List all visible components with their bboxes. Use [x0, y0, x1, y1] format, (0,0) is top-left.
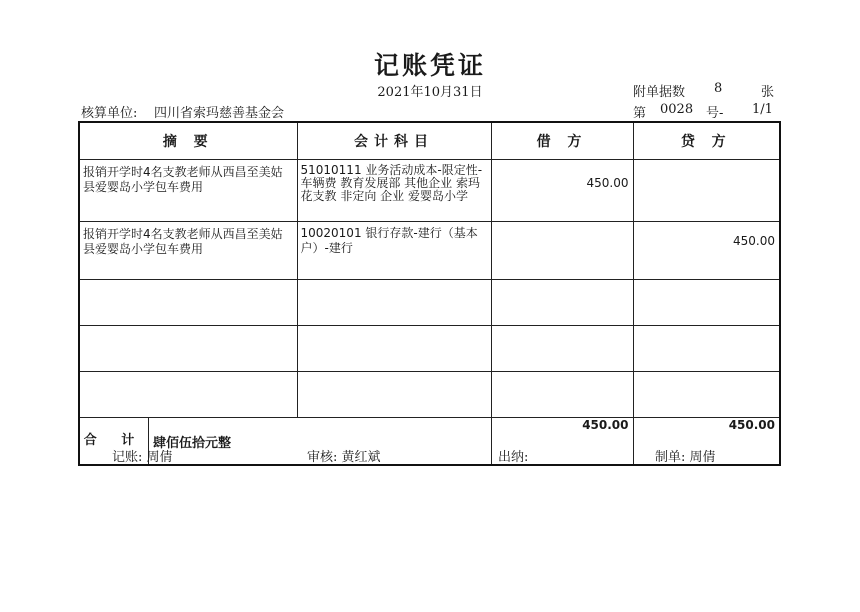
total-in-words: 肆佰伍拾元整 [153, 435, 232, 451]
table-row [79, 160, 780, 222]
row-credit [633, 326, 780, 372]
preparer-signature: 制单: 周倩 [655, 450, 716, 465]
header-debit: 借 方 [491, 122, 633, 160]
row-debit [491, 280, 633, 326]
table-row [79, 280, 780, 326]
row-account: 51010111 业务活动成本-限定性-车辆费 教育发展部 其他企业 索玛花支教 非定向 企业 爱婴岛小学 [297, 160, 491, 222]
row-summary [79, 326, 297, 372]
table-row [79, 326, 780, 372]
attachments-unit: 张 [761, 85, 775, 100]
row-account [297, 372, 491, 418]
total-label: 合 计 [80, 418, 149, 464]
unit-value: 四川省索玛慈善基金会 [154, 106, 285, 121]
header-account: 会计科目 [297, 122, 491, 160]
table-row [79, 222, 780, 280]
cashier-signature: 出纳: [498, 450, 529, 465]
row-credit: 450.00 [633, 222, 780, 280]
row-account [297, 280, 491, 326]
row-summary: 报销开学时4名支教老师从西昌至美姑县爱婴岛小学包车费用 [79, 160, 297, 222]
voucher-table [78, 121, 781, 466]
page-count: 1/1 [752, 102, 773, 117]
bookkeeper-signature: 记账: 周倩 [112, 450, 173, 465]
row-debit [491, 372, 633, 418]
header-summary: 摘 要 [79, 122, 297, 160]
voucher-no: 0028 [660, 102, 694, 117]
row-summary [79, 280, 297, 326]
row-summary: 报销开学时4名支教老师从西昌至美姑县爱婴岛小学包车费用 [79, 222, 297, 280]
header-row [79, 122, 780, 160]
row-credit [633, 160, 780, 222]
attachments-count: 8 [714, 81, 723, 96]
row-account [297, 326, 491, 372]
voucher-no-suffix: 号- [706, 106, 724, 121]
reviewer-signature: 审核: 黄红斌 [307, 450, 381, 465]
attachments-label: 附单据数 [633, 85, 686, 100]
total-debit: 450.00 [491, 418, 633, 466]
header-credit: 贷 方 [633, 122, 780, 160]
row-account: 10020101 银行存款-建行（基本户）-建行 [297, 222, 491, 280]
total-credit: 450.00 [633, 418, 780, 466]
row-debit [491, 326, 633, 372]
voucher-date: 2021年10月31日 [377, 85, 483, 100]
voucher-title: 记账凭证 [373, 51, 486, 80]
table-row [79, 372, 780, 418]
row-credit [633, 280, 780, 326]
row-debit: 450.00 [491, 160, 633, 222]
row-debit [491, 222, 633, 280]
row-summary [79, 372, 297, 418]
voucher-no-prefix: 第 [633, 106, 647, 121]
row-credit [633, 372, 780, 418]
unit-label: 核算单位: [81, 106, 138, 121]
